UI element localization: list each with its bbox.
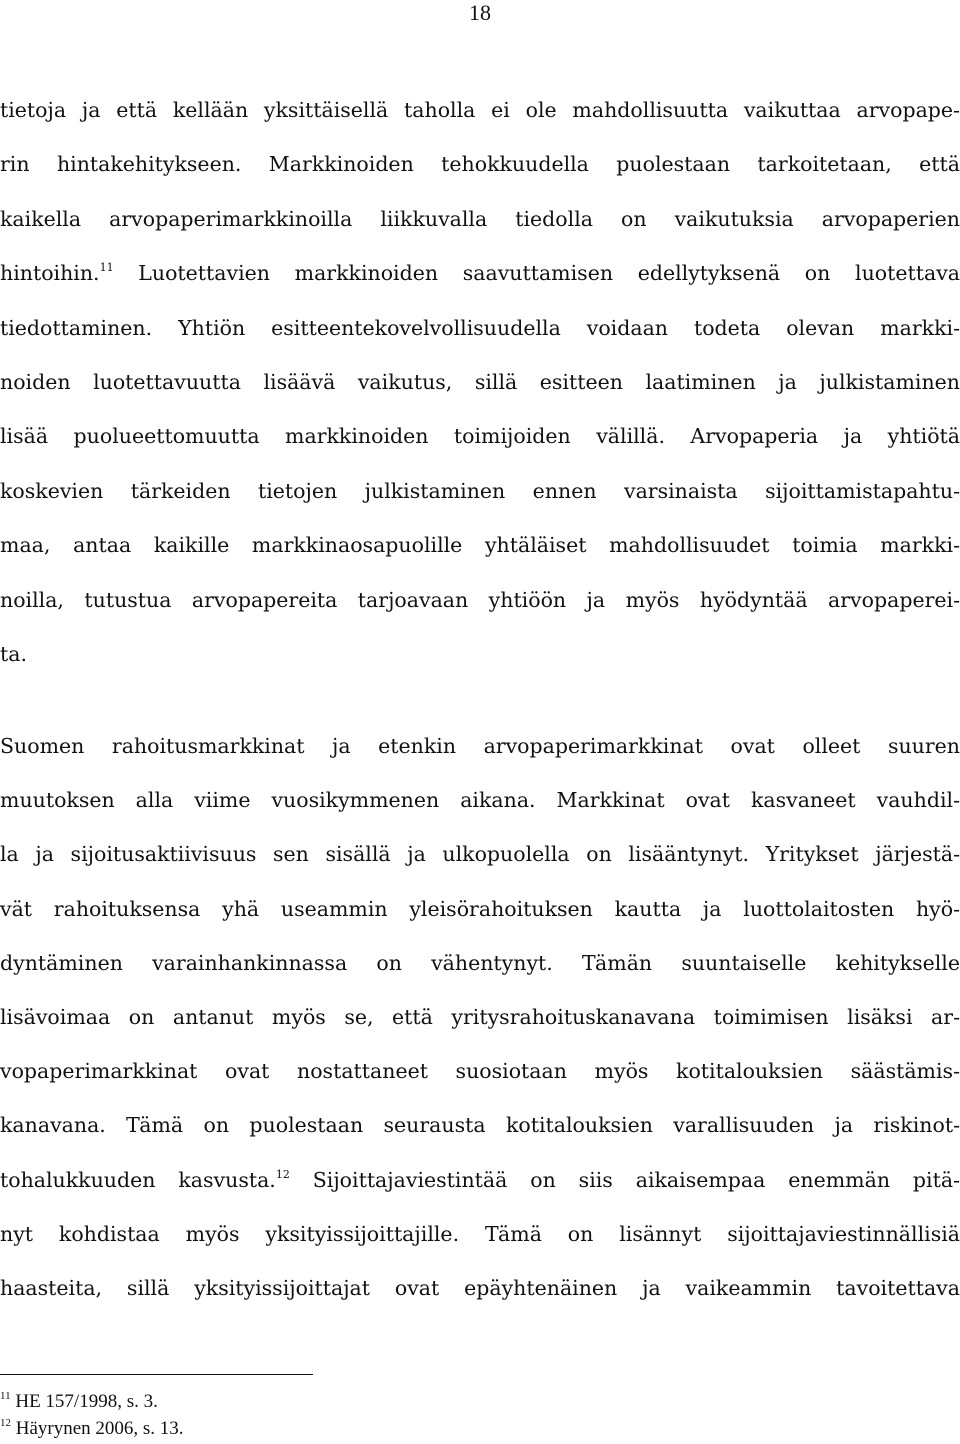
text-segment: Sijoittajaviestintää on siis aikaisempaa enemmän pitä- (289, 1167, 960, 1192)
footnote (0, 1418, 184, 1440)
text-line: vopaperimarkkinat ovat nostattaneet suosiotaan myös kotitalouksien säästämis- (0, 1059, 960, 1084)
text-line: muutoksen alla viime vuosikymmenen aikana. Markkinat ovat kasvaneet vauhdil- (0, 788, 960, 813)
text-segment: hintoihin. (0, 261, 100, 286)
text-segment: Luotettavien markkinoiden saavuttamisen edellytyksenä on luotettava (113, 261, 960, 286)
footnote-ref: 11 (99, 261, 114, 275)
text-line: lisää puolueettomuutta markkinoiden toimijoiden välillä. Arvopaperia ja yhtiötä (0, 424, 960, 449)
page-number: 18 (469, 0, 491, 25)
footnote-ref: 12 (275, 1167, 290, 1181)
text-line (0, 1166, 960, 1194)
text-line: noiden luotettavuutta lisäävä vaikutus, sillä esitteen laatiminen ja julkistaminen (0, 370, 960, 394)
text-line: koskevien tärkeiden tietojen julkistaminen ennen varsinaista sijoittamistapahtu- (0, 478, 960, 503)
footnote-divider (0, 1374, 313, 1375)
text-line: lisävoimaa on antanut myös se, että yritysrahoituskanavana toimimisen lisäksi ar- (0, 1005, 960, 1029)
text-line: dyntäminen varainhankinnassa on vähentynyt. Tämän suuntaiselle kehitykselle (0, 950, 960, 975)
text-line: Suomen rahoitusmarkkinat ja etenkin arvopaperimarkkinat ovat olleet suuren (0, 734, 960, 758)
footnote-number: 12 (0, 1417, 11, 1429)
text-line: kaikella arvopaperimarkkinoilla liikkuvalla tiedolla on vaikutuksia arvopaperien (0, 206, 960, 231)
text-line: haasteita, sillä yksityissijoittajat ovat epäyhtenäinen ja vaikeammin tavoitettava (0, 1276, 960, 1300)
text-line: la ja sijoitusaktiivisuus sen sisällä ja ulkopuolella on lisääntynyt. Yritykset järjestä- (0, 842, 960, 867)
footnote-text: HE 157/1998, s. 3. (10, 1391, 158, 1412)
text-line: noilla, tutustua arvopapereita tarjoavaan yhtiöön ja myös hyödyntää arvopaperei- (0, 587, 960, 612)
text-line: rin hintakehitykseen. Markkinoiden tehokkuudella puolestaan tarkoitetaan, että (0, 152, 960, 177)
text-line: tiedottaminen. Yhtiön esitteentekovelvollisuudella voidaan todeta olevan markki- (0, 315, 960, 340)
text-line: nyt kohdistaa myös yksityissijoittajille. Tämä on lisännyt sijoittajaviestinnällisiä (0, 1221, 960, 1246)
text-line: maa, antaa kaikille markkinaosapuolille yhtäläiset mahdollisuudet toimia markki- (0, 533, 960, 558)
text-segment: tohalukkuuden kasvusta. (0, 1167, 276, 1192)
footnote-text: Häyrynen 2006, s. 13. (11, 1418, 184, 1439)
text-line (0, 259, 960, 287)
text-line: tietoja ja että kellään yksittäisellä taholla ei ole mahdollisuutta vaikuttaa arvopape- (0, 98, 960, 122)
text-line: kanavana. Tämä on puolestaan seurausta kotitalouksien varallisuuden ja riskinot- (0, 1113, 960, 1138)
footnote (0, 1391, 158, 1413)
text-line: ta. (0, 642, 27, 666)
footnote-number: 11 (0, 1390, 11, 1402)
text-line: vät rahoituksensa yhä useammin yleisörahoituksen kautta ja luottolaitosten hyö- (0, 896, 960, 921)
